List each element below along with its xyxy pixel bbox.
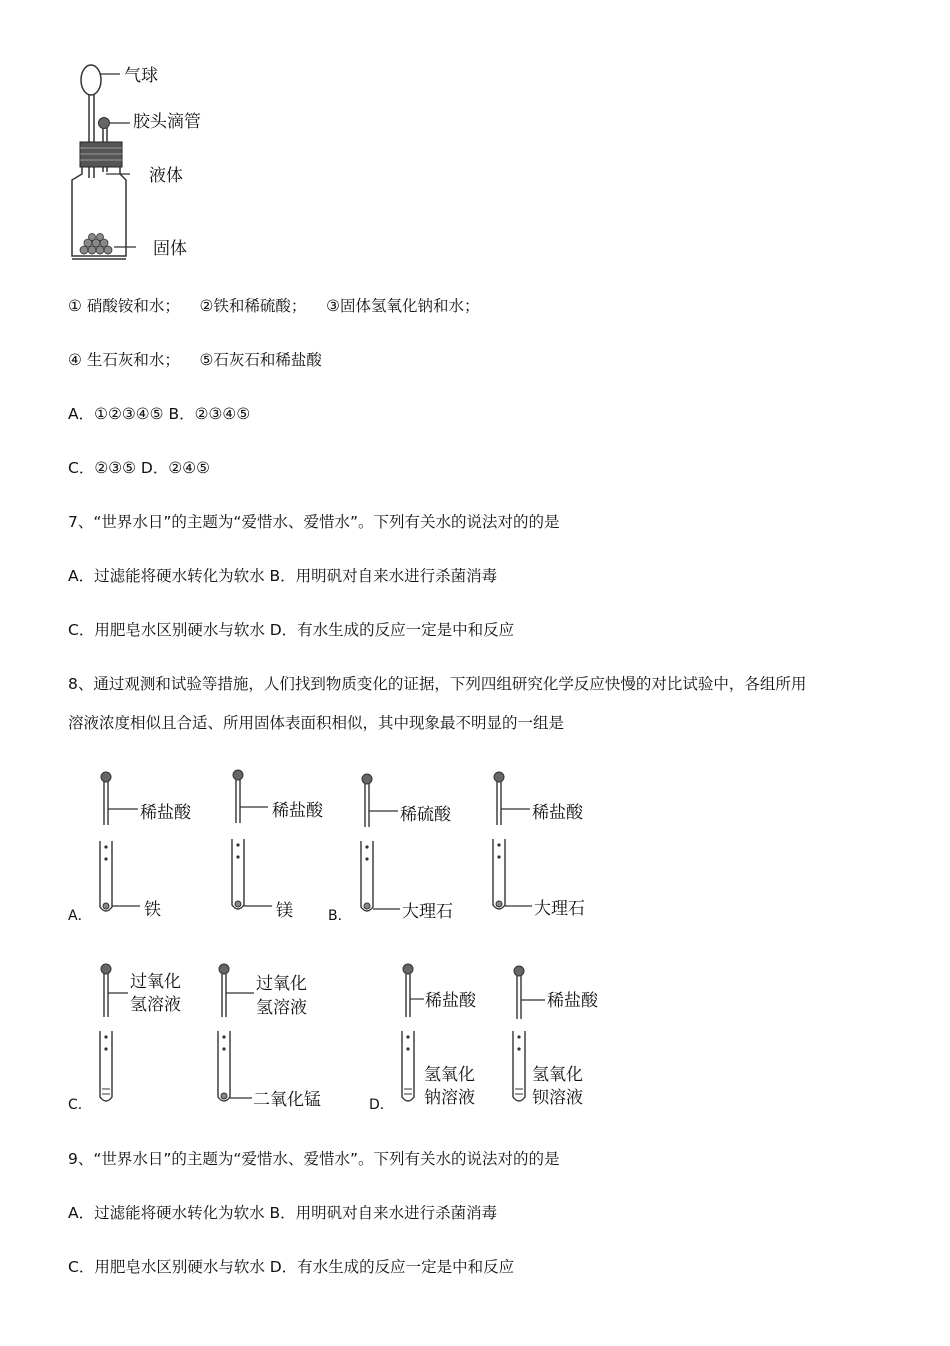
- q9-stem: 9、“世界水日”的主题为“爱惜水、爱惜水”。下列有关水的说法对的的是: [68, 1150, 560, 1168]
- liquid-label: 液体: [149, 166, 183, 186]
- c2-solid-label: 二氧化锰: [253, 1090, 321, 1110]
- tube-set-a1: [100, 772, 140, 911]
- tube-set-c2: [218, 964, 254, 1101]
- solid-pellets: [80, 234, 112, 255]
- a2-reagent-label: 稀盐酸: [272, 801, 323, 821]
- q8-option-d-label: D．: [369, 1097, 394, 1113]
- q8-figure-row1: [60, 765, 620, 925]
- tube-set-a2: [232, 770, 272, 909]
- q6-items-line2: ④ 生石灰和水； ⑤石灰石和稀盐酸: [68, 351, 322, 369]
- q7-stem: 7、“世界水日”的主题为“爱惜水、爱惜水”。下列有关水的说法对的的是: [68, 513, 560, 531]
- q8-option-a-label: A．: [68, 908, 92, 924]
- dropper-bulb-shape: [99, 118, 110, 129]
- c2-reagent-label-line1: 过氧化: [256, 974, 307, 994]
- d1-solution-label-line2: 钠溶液: [424, 1088, 475, 1108]
- solid-label: 固体: [153, 239, 187, 259]
- tube-set-b2: [493, 772, 532, 909]
- a1-reagent-label: 稀盐酸: [140, 803, 191, 823]
- balloon-shape: [81, 65, 101, 95]
- q6-items-line1: ① 硝酸铵和水； ②铁和稀硫酸； ③固体氢氧化钠和水；: [68, 297, 480, 315]
- c1-reagent-label-line2: 氢溶液: [130, 995, 181, 1015]
- d2-solution-label-line1: 氢氧化: [532, 1065, 583, 1085]
- q7-option-ab: A．过滤能将硬水转化为软水 B．用明矾对自来水进行杀菌消毒: [68, 567, 498, 585]
- d2-reagent-label: 稀盐酸: [547, 991, 598, 1011]
- balloon-label: 气球: [124, 66, 158, 86]
- q8-option-c-label: C．: [68, 1097, 92, 1113]
- q8-stem-line1: 8、通过观测和试验等措施，人们找到物质变化的证据，下列四组研究化学反应快慢的对比试验中，各组所用: [68, 675, 807, 693]
- a1-solid-label: 铁: [144, 900, 161, 920]
- q8-stem-line2: 溶液浓度相似且合适、所用固体表面积相似，其中现象最不明显的一组是: [68, 714, 565, 732]
- b1-solid-label: 大理石: [402, 902, 453, 922]
- tube-set-c1: [100, 964, 128, 1101]
- q9-option-ab: A．过滤能将硬水转化为软水 B．用明矾对自来水进行杀菌消毒: [68, 1204, 498, 1222]
- tube-set-d1: [402, 964, 424, 1101]
- d1-solution-label-line1: 氢氧化: [424, 1065, 475, 1085]
- apparatus-figure: [60, 60, 240, 270]
- dropper-label: 胶头滴管: [133, 112, 201, 132]
- q6-option-cd: C．②③⑤ D．②④⑤: [68, 459, 211, 477]
- q8-option-b-label: B．: [328, 908, 352, 924]
- d1-reagent-label: 稀盐酸: [425, 991, 476, 1011]
- c2-reagent-label-line2: 氢溶液: [256, 998, 307, 1018]
- q7-option-cd: C．用肥皂水区别硬水与软水 D．有水生成的反应一定是中和反应: [68, 621, 515, 639]
- b1-reagent-label: 稀硫酸: [400, 805, 451, 825]
- q8-figure-row2: [60, 955, 620, 1115]
- q6-option-ab: A．①②③④⑤ B．②③④⑤: [68, 405, 251, 423]
- d2-solution-label-line2: 钡溶液: [532, 1088, 583, 1108]
- b2-solid-label: 大理石: [534, 899, 585, 919]
- q9-option-cd: C．用肥皂水区别硬水与软水 D．有水生成的反应一定是中和反应: [68, 1258, 515, 1276]
- b2-reagent-label: 稀盐酸: [532, 803, 583, 823]
- tube-set-b1: [361, 774, 400, 911]
- a2-solid-label: 镁: [276, 901, 293, 921]
- c1-reagent-label-line1: 过氧化: [130, 972, 181, 992]
